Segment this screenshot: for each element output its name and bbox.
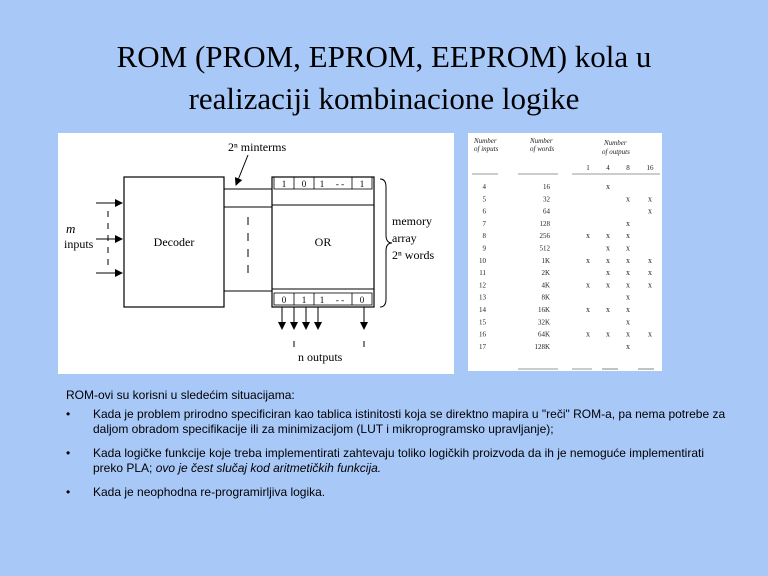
top-bit: 1 (359, 179, 365, 189)
table-output-mark: x (606, 280, 610, 290)
title-line-2: realizaciji kombinacione logike (188, 81, 580, 116)
bullet-text: Kada logičke funkcije koje treba implementirati zahtevaju toliko logičkih proizvoda da ih je nemoguće implementirati preko PLA; (93, 446, 704, 475)
table-inputs-cell: 16 (479, 330, 486, 339)
header-inputs-line2: of inputs (474, 145, 499, 153)
table-words-cell: 1K (541, 256, 550, 265)
bullet-dot: • (66, 407, 71, 421)
table-output-mark: x (626, 194, 630, 204)
minterms-pointer (236, 155, 248, 185)
bullet-dot: • (66, 446, 71, 460)
table-output-mark: x (606, 305, 610, 314)
top-bit: - - (335, 179, 345, 189)
table-inputs-cell: 9 (482, 244, 486, 253)
output-col-header: 8 (626, 164, 630, 172)
table-words-cell: 32K (537, 318, 550, 327)
table-output-mark: x (626, 317, 630, 327)
bottom-bit: 1 (301, 295, 307, 305)
table-output-mark: x (626, 218, 630, 228)
or-label: OR (314, 235, 332, 249)
table-words-cell: 64 (543, 207, 550, 216)
table-output-mark: x (586, 329, 590, 339)
rom-diagram-svg (58, 133, 454, 374)
table-output-mark: x (626, 341, 630, 351)
table-output-mark: x (606, 231, 610, 241)
table-output-mark: x (626, 255, 630, 265)
table-words-cell: 16K (537, 306, 550, 314)
bullet-item (66, 407, 726, 437)
bullet-dot: • (66, 485, 71, 499)
table-inputs-cell: 12 (479, 281, 486, 290)
table-output-mark: x (626, 292, 630, 302)
table-inputs-cell: 10 (479, 256, 486, 265)
table-output-mark: x (626, 280, 630, 290)
bottom-bit: 0 (281, 295, 287, 305)
table-inputs-cell: 11 (479, 269, 486, 278)
header-words-line2: of words (530, 145, 555, 153)
table-words-cell: 128 (539, 219, 550, 228)
table-output-mark: x (648, 329, 652, 339)
output-col-header: 1 (586, 164, 590, 172)
table-output-mark: x (648, 194, 652, 204)
table-output-mark: x (648, 255, 652, 265)
table-words-cell: 32 (543, 195, 550, 204)
rom-table-svg (468, 133, 662, 371)
table-output-mark: x (626, 268, 630, 278)
output-col-header: 4 (606, 164, 610, 172)
table-words-cell: 512 (539, 244, 550, 253)
bottom-bit: 1 (319, 295, 325, 305)
header-outputs-line2: of outputs (602, 148, 630, 156)
table-output-mark: x (626, 305, 630, 314)
rom-block-diagram (58, 133, 454, 374)
table-inputs-cell: 13 (479, 293, 486, 302)
slide-title (0, 36, 768, 120)
bottom-bit: 0 (359, 295, 365, 305)
table-output-mark: x (626, 329, 630, 339)
table-output-mark: x (606, 268, 610, 278)
table-output-mark: x (586, 255, 590, 265)
header-inputs-line1: Number (474, 137, 497, 145)
title-line-1: ROM (PROM, EPROM, EEPROM) kola u (116, 39, 652, 74)
slide-body (66, 388, 726, 509)
table-output-mark: x (606, 329, 610, 339)
table-words-cell: 128K (534, 342, 550, 351)
table-words-cell: 16 (543, 183, 550, 191)
outputs-label: n outputs (298, 350, 343, 364)
table-words-cell: 4K (541, 281, 550, 290)
array-label: array (392, 231, 417, 245)
top-bit: 0 (301, 179, 307, 189)
table-words-cell: 256 (539, 232, 550, 241)
words-label: 2ⁿ words (392, 248, 435, 262)
inputs-label: inputs (64, 237, 94, 251)
table-inputs-cell: 15 (479, 318, 486, 327)
table-inputs-cell: 6 (482, 207, 486, 216)
table-output-mark: x (586, 305, 590, 314)
top-bit: 1 (319, 179, 325, 189)
table-rows (479, 182, 654, 369)
table-output-mark: x (626, 231, 630, 241)
m-label: m (66, 221, 76, 236)
table-inputs-cell: 17 (479, 342, 486, 351)
bullet-italic-text: ovo je čest slučaj kod aritmetičkih funkcija. (155, 461, 382, 475)
table-inputs-cell: 14 (479, 306, 486, 314)
bottom-bit: - - (335, 295, 345, 305)
minterms-label: 2ⁿ minterms (228, 140, 287, 154)
table-output-mark: x (648, 280, 652, 290)
top-bit: 1 (281, 179, 287, 189)
table-inputs-cell: 4 (482, 183, 486, 191)
header-words-line1: Number (530, 137, 553, 145)
table-output-mark: x (606, 243, 610, 253)
memory-label: memory (392, 214, 432, 228)
bullet-text: Kada je neophodna re-programirljiva logika. (93, 485, 326, 499)
table-output-mark: x (648, 206, 652, 216)
table-words-cell: 8K (541, 293, 550, 302)
rom-sizes-table (468, 133, 662, 371)
bullet-text: Kada je problem prirodno specificiran kao tablica istinitosti koja se direktno mapira u "reči" ROM-a, pa nema potrebe za daljom obradom specifikacije ili za minimizacijom (LUT i mikroprogramsko upravljanje); (93, 407, 726, 436)
table-output-mark: x (606, 255, 610, 265)
table-words-cell: 2K (541, 269, 550, 278)
table-output-mark: x (586, 231, 590, 241)
table-output-mark: x (586, 280, 590, 290)
table-inputs-cell: 7 (482, 219, 486, 228)
output-col-header: 16 (646, 164, 654, 172)
table-output-mark: x (626, 243, 630, 253)
table-words-cell: 64K (537, 330, 550, 339)
header-outputs-line1: Number (604, 139, 627, 147)
memory-brace (380, 179, 392, 307)
table-inputs-cell: 5 (482, 195, 486, 204)
bullet-item (66, 446, 726, 476)
intro-text: ROM-ovi su korisni u sledećim situacijama: (66, 388, 295, 402)
bullet-item (66, 485, 726, 500)
table-output-mark: x (648, 268, 652, 278)
table-inputs-cell: 8 (482, 232, 486, 241)
decoder-label: Decoder (153, 235, 195, 249)
table-output-mark: x (606, 182, 610, 191)
